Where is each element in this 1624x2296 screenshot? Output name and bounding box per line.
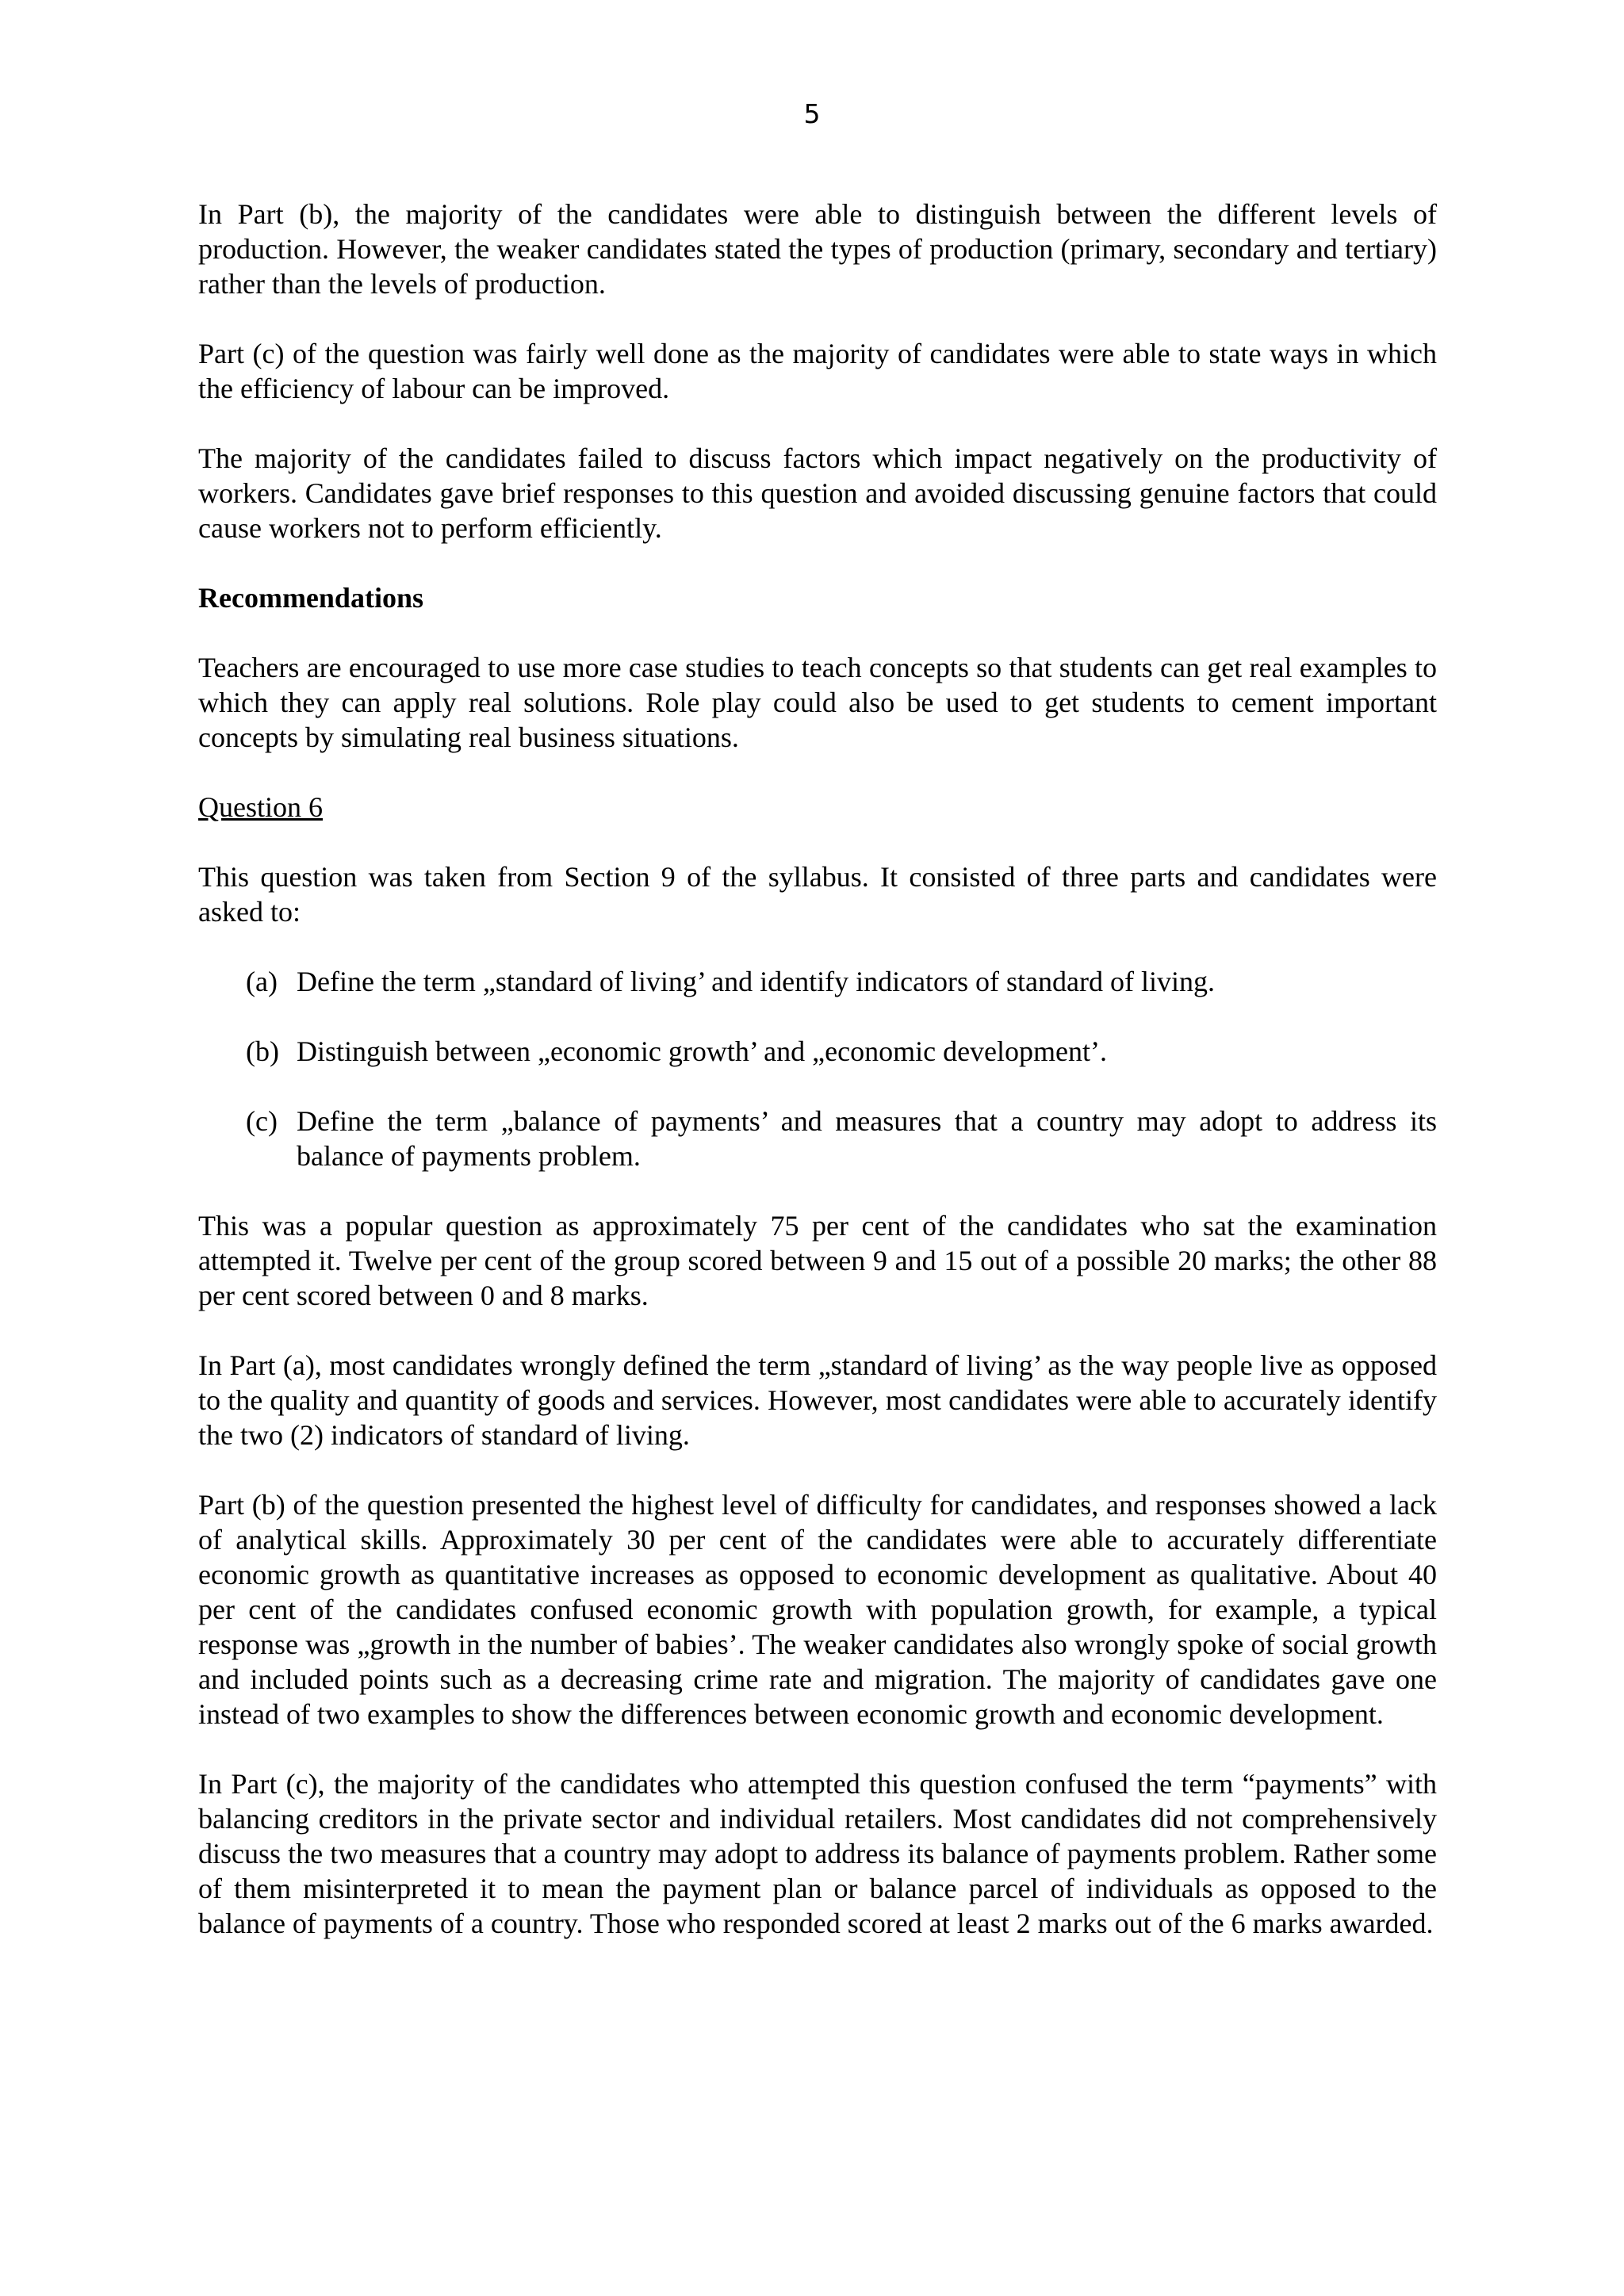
paragraph-part-a-standard-of-living: In Part (a), most candidates wrongly defined the term „standard of living’ as the way people live as opposed to the quality and quantity of goods and services. However, most candidates were able to accurately identify the two (2) indicators of standard of living. [198,1349,1437,1451]
question-part-b [246,1034,1437,1069]
list-marker: (a) [246,966,278,997]
recommendations-heading: Recommendations [198,582,423,614]
paragraph-part-c-efficiency: Part (c) of the question was fairly well done as the majority of candidates were able to state ways in which the efficiency of labour can be improved. [198,338,1437,404]
paragraph-part-b-production: In Part (b), the majority of the candidates were able to distinguish between the different levels of production. However, the weaker candidates stated the types of production (primary, secondary and tertiary) rather than the levels of production. [198,198,1437,300]
question-part-c [246,1104,1437,1173]
paragraph-part-b-growth: Part (b) of the question presented the highest level of difficulty for candidates, and responses showed a lack of analytical skills. Approximately 30 per cent of the candidates were able to accurately differentiate economic growth as quantitative increases as opposed to economic development as qualitative. About 40 per cent of the candidates confused economic growth with population growth, for example, a typical response was „growth in the number of babies’. The weaker candidates also wrongly spoke of social growth and included points such as a decreasing crime rate and migration. The majority of candidates gave one instead of two examples to show the differences between economic growth and economic development. [198,1489,1437,1730]
question-6-heading: Question 6 [198,791,323,823]
recommendations-text: Teachers are encouraged to use more case studies to teach concepts so that students can get real examples to which they can apply real solutions. Role play could also be used to get students to cement important concepts by simulating real business situations. [198,652,1437,753]
question-part-a [246,964,1437,999]
paragraph-part-c-balance-of-payments: In Part (c), the majority of the candidates who attempted this question confused the term “payments” with balancing creditors in the private sector and individual retailers. Most candidates did not comprehensively discuss the two measures that a country may adopt to address its balance of payments problem. Rather some of them misinterpreted it to mean the payment plan or balance parcel of individuals as opposed to the balance of payments of a country. Those who responded scored at least 2 marks out of the 6 marks awarded. [198,1768,1437,1939]
document-body [198,197,1437,1976]
question-intro: This question was taken from Section 9 of the syllabus. It consisted of three parts and candidates were asked to: [198,861,1437,928]
list-marker: (c) [246,1105,278,1137]
page-number: 5 [803,98,821,129]
question-parts-list [198,964,1437,1173]
list-marker: (b) [246,1035,279,1067]
list-text: Define the term „standard of living’ and identify indicators of standard of living. [297,966,1215,997]
list-text: Define the term „balance of payments’ and measures that a country may adopt to address its balance of payments problem. [297,1105,1437,1172]
list-text: Distinguish between „economic growth’ and „economic development’. [297,1035,1108,1067]
paragraph-popularity: This was a popular question as approximately 75 per cent of the candidates who sat the examination attempted it. Twelve per cent of the group scored between 9 and 15 out of a possible 20 marks; the other 88 per cent scored between 0 and 8 marks. [198,1210,1437,1311]
paragraph-productivity-factors: The majority of the candidates failed to discuss factors which impact negatively on the productivity of workers. Candidates gave brief responses to this question and avoided discussing genuine factors that could cause workers not to perform efficiently. [198,442,1437,544]
